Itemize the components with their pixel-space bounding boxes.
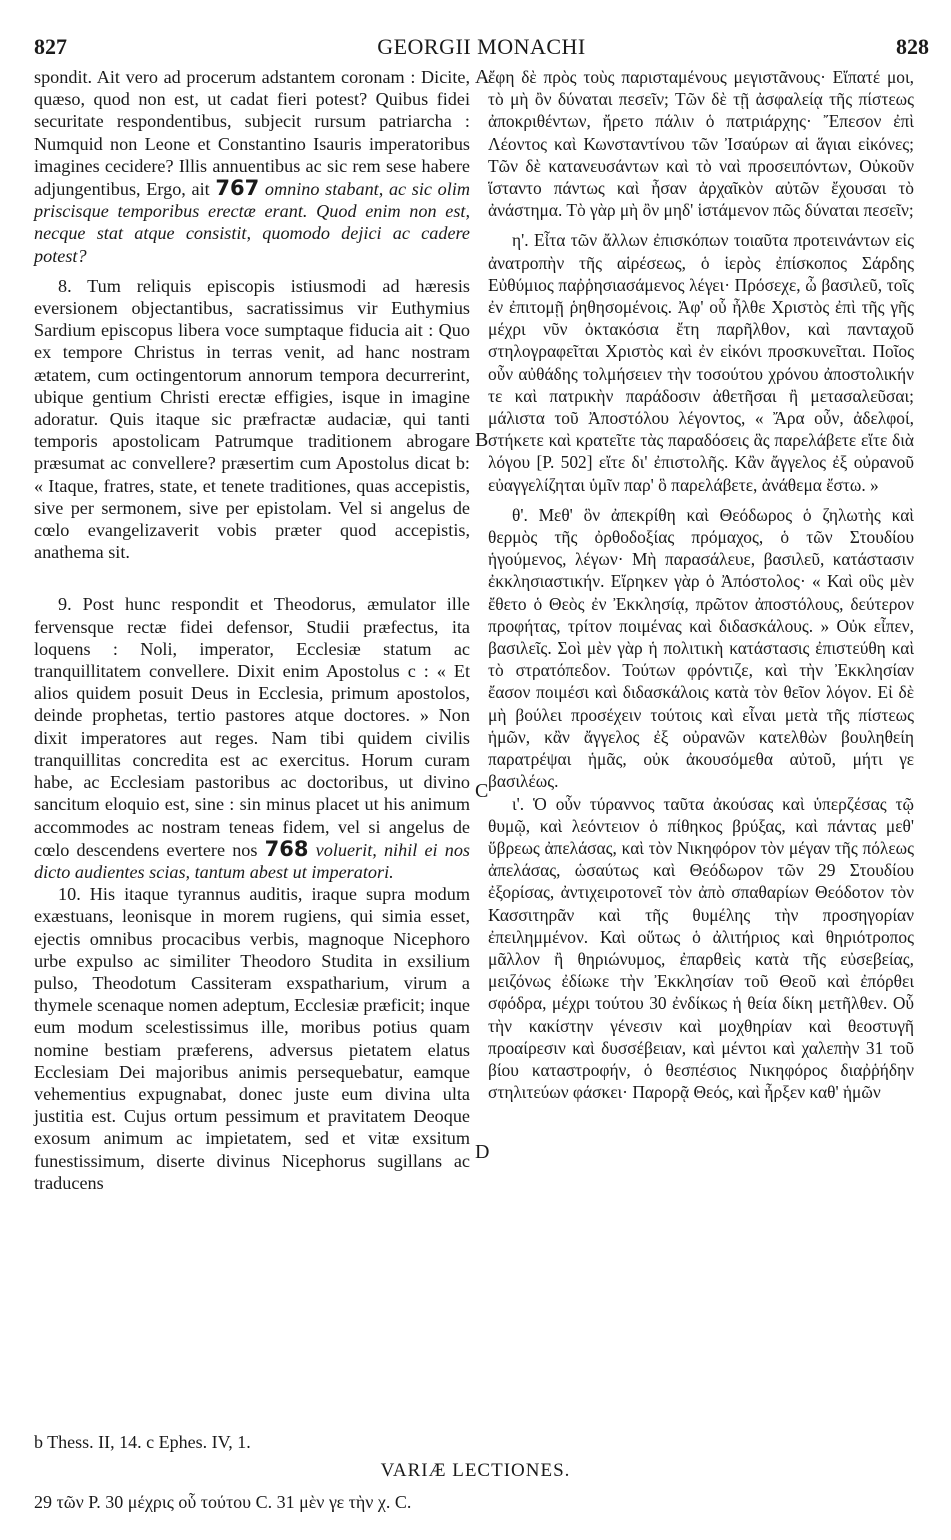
margin-marker-d: D [475,1141,490,1163]
latin-paragraph-1 [34,66,470,267]
page-number-left: 827 [34,34,67,59]
variae-lectiones-heading: VARIÆ LECTIONES. [380,1460,571,1481]
page-reference: [P. 502] [536,452,593,473]
column-number-768: 768 [264,836,309,861]
greek-p2-text: η'. Εἶτα τῶν ἄλλων ἐπισκόπων τοιαῦτα προτεινάντων εἰς ἀνατροπὴν τῆς αἱρέσεως, ὁ ἱερὸς ἐπίσκοπος Σάρδης Εὐθύμιος παῤῥησιασάμενος λέγει· Πρόσεχε, ὦ βασιλεῦ, τοῖς ἐν ἐπιτομῇ ῥηθησομένοις. Ἀφ' οὗ ἦλθε Χριστὸς ἐπὶ τῆς γῆς μέχρι νῦν ὀκτακόσια ἔτη παρῆλθον, καὶ πανταχοῦ στηλογραφεῖται Χριστὸς καὶ ἐν εἰκόνι προσκυνεῖται. Ποῖος οὖν αὐθάδης τολμήσειεν τὴν τοσούτου χρόνου ἀποστολικήν τε καὶ πατρικὴν παράδοσιν ἀθετῆσαι ἢ μετασαλεῦσαι; μάλιστα τοῦ Ἀποστόλου λέγοντος, « Ἄρα οὖν, ἀδελφοί, στήκετε καὶ κρατεῖτε τὰς παραδόσεις ἃς παρελάβετε εἴτε διὰ λόγου [488,230,914,473]
greek-paragraph-1: ἔφη δὲ πρὸς τοὺς παρισταμένους μεγιστᾶνους· Εἴπατέ μοι, τὸ μὴ ὂν δύναται πεσεῖν; Τῶν δὲ τῇ ἀσφαλείᾳ τῆς πίστεως ἀποκριθέντων, ἤρετο πάλιν ὁ πατριάρχης· Ἔπεσον ἐπὶ Λέοντος καὶ Κωνσταντίνου τῶν Ἰσαύρων αἱ ἅγιαι εἰκόνες; Τῶν δὲ κατανευσάντων καὶ τὸ ναὶ προσειπόντων, Οὐκοῦν ἵσταντο πάντως καὶ ἦσαν ἀρχαῖκὸν αὐτῶν ἔχουσαι τὸ ἀνάστημα. Τὸ γὰρ μὴ ὂν μηδ' ἱστάμενον πῶς δύναται πεσεῖν; [488,67,914,221]
latin-p3b-text: voluerit, nihil ei nos dicto audientes scias, tantum abest ut imperatori. [34,839,471,882]
latin-paragraph-2: 8. Tum reliquis episcopis istiusmodi ad hæresis eversionem objectantibus, sacratissimus vir Euthymius Sardium episcopus libera voce sumptaque fiducia ait : Quo ex tempore Christus in terras venit, ad hanc nostram ætatem, cum octingentorum annorum tempora decurrerint, ubique gentium Christi erectæ effigies, isque in imagine adoratur. Quis itaque sic præfractæ audaciæ, qui tanti temporis apostolicam Patrumque traditionem abrogare præsumat ac convellere? præsertim cum Apostolus dicat b: « Itaque, fratres, state, et tenete traditiones, quas accepistis, sive per sermonem, sive per epistolam. Vel si angelus de cœlo evangelizaverit vobis præter quod accepistis, anathema sit. [34,275,470,563]
greek-paragraph-4: ι'. Ὁ οὖν τύραννος ταῦτα ἀκούσας καὶ ὑπερζέσας τῷ θυμῷ, καὶ λεόντειον ὁ πίθηκος βρύξας, καὶ πάντας μεθ' ὕβρεως ἀπελάσας, καὶ τὸν Νικηφόρον τὸν μέγαν τῆς πόλεως ἀπελάσας, ὡσαύτως καὶ Θεόδωρον τῶν 29 Στουδίου ἐξορίσας, ἀντιχειροτονεῖ τὸν ἀπὸ σπαθαρίων Θεόδοτον τὸν Κασσιτηρᾶν καὶ τῆς θυμέλης τὴν προσηγορίαν ἐπειλημμένον. Καὶ οὕτως ὁ ἀλιτήριος καὶ θηριότροπος μᾶλλον ἢ θηριώνυμος, ἐπαρθεὶς κατὰ τῆς εὐσεβείας, μειζόνως ἐδίωκε τὴν Ἐκκλησίαν τοῦ Θεοῦ καὶ ἐπόρθει σφόδρα, μέχρι τούτου 30 ἐνδίκως ἡ θεία δίκη μετῆλθεν. Οὗ τὴν κακίστην γένεσιν καὶ μοχθηρίαν καὶ θεοστυγῆ προαίρεσιν καὶ δυσσέβειαν, καὶ μέντοι καὶ χαλεπὴν 31 τοῦ βίου καταστροφήν, ὁ θεσπέσιος Νικηφόρος διαῤῥήδην στηλιτεύων φάσκει· Παρορᾷ Θεός, καὶ ἦρξεν καθ' ἡμῶν [488,793,914,1103]
running-title: GEORGII MONACHI [377,34,586,59]
variae-lectiones-notes: 29 τῶν P. 30 μέχρις οὗ τούτου C. 31 μὲν γε τὴν χ. C. [34,1492,412,1512]
margin-marker-b: B [475,429,489,451]
margin-marker-c: C [475,780,489,802]
latin-p1b-text: omnino stabant, ac sic olim priscisque temporibus erectæ erant. Quod enim non est, necque stat atque consistit, quomodo dejici ac cadere potest? [34,179,471,266]
latin-p1-text: spondit. Ait vero ad procerum adstantem coronam : Dicite, quæso, quod non est, ut cadat fieri potest? Quibus fidei securitate respondentibus, subjecit rursum patriarcha : Numquid non Leone et Constantino Isauris imperatoribus imagines cecidere? Illis annuentibus ac sic rem sese habere adjungentibus, Ergo, ait [34,67,470,200]
latin-p3-text: 9. Post hunc respondit et Theodorus, æmulator ille fervensque rectæ fidei defensor, Studii præfectus, ita loquens : Noli, imperator, Ecclesiæ statum ac tranquillitatem convellere. Dixit enim Apostolus c : « Et alios quidem posuit Deus in Ecclesia, primum apostolos, deinde prophetas, tertio pastores atque doctores. » Non dixit imperatores aut reges. Nam tibi quidem civilis tranquillitas concredita est ac exercitus. Horum curam habe, ac Ecclesiam pastoribus ac doctoribus, ut divino sancitum eloquio est, sine : sin minus placet ut his animum accommodes ac nostram teneas fidem, vel si angelus de cœlo descendens evertere nos [34,594,470,860]
greek-paragraph-2 [488,229,914,495]
latin-column [34,66,470,1194]
greek-column [488,66,914,1103]
greek-paragraph-3: θ'. Μεθ' ὃν ἀπεκρίθη καὶ Θεόδωρος ὁ ζηλωτὴς καὶ θερμὸς τῆς ὀρθοδοξίας πρόμαχος, ὁ τῶν Στουδίου ἡγούμενος, λέγων· Μὴ παρασάλευε, βασιλεῦ, κατάστασιν ἐκκλησιαστικήν. Εἴρηκεν γὰρ ὁ Ἀπόστολος· « Καὶ οὓς μὲν ἔθετο ὁ Θεὸς ἐν Ἐκκλησίᾳ, πρῶτον ἀποστόλους, δεύτερον προφήτας, τρίτον ποιμένας καὶ διδασκάλους. » Οὐκ εἶπεν, βασιλεῖς. Σοὶ μὲν γὰρ ἡ πολιτικὴ κατάστασις ἐπιστεύθη καὶ τὸ στρατόπεδον. Τούτων φρόντιζε, καὶ τὴν Ἐκκλησίαν ἔασον ποιμέσι καὶ διδασκάλοις κατὰ τὸν θεῖον λόγον. Εἰ δὲ μὴ βούλει προσέχειν τούτοις καὶ εἶναι μετὰ τῆς πίστεως ἡμῶν, κἂν ἄγγελος ἐξ οὐρανῶν κατελθὼν βουληθείη παρατρέψαι ἡμᾶς, οὐκ ἀκουσόμεθα αὐτοῦ, μήτι γε βασιλέως. [488,504,914,792]
margin-marker-a: A [475,66,490,88]
latin-paragraph-4: 10. His itaque tyrannus auditis, iraque supra modum exæstuans, leonisque in morem rugiens, qui simia esset, ejectis omnibus procacibus verbis, magnoque Nicephoro urbe expulso ac similiter Theodoro Studita in exsilium pulso, Theodotum Cassiteram exspatharium, virum a thymele scenaque nomen adeptum, Ecclesiæ præficit; inque eum modum scelestissimus ille, moribus potius quam nomine bestiam præferens, adversus pietatem elatus Ecclesiam Dei majoribus animis persequebatur, eamque vehementius expugnabat, donec juste eum divina ulta justitia est. Cujus ortum pessimum et pravitatem Deoque exosum animum ac impietatem, sed et vitæ exsitum funestissimum, diserte divinus Nicephorus sugillans ac traducens [34,884,470,1193]
footnotes: b Thess. II, 14. c Ephes. IV, 1. [34,1432,251,1452]
page-header [34,34,929,60]
greek-p2b-text: εἴτε δι' ἐπιστολῆς. Κἂν ἄγγελος ἐξ οὐρανοῦ εὐαγγελίζηται ὑμῖν παρ' ὃ παρελάβετε, ἀνάθεμα ἔστω. » [488,452,914,495]
column-number-767: 767 [215,176,260,201]
page-number-right: 828 [896,34,929,59]
latin-paragraph-3 [34,593,470,883]
